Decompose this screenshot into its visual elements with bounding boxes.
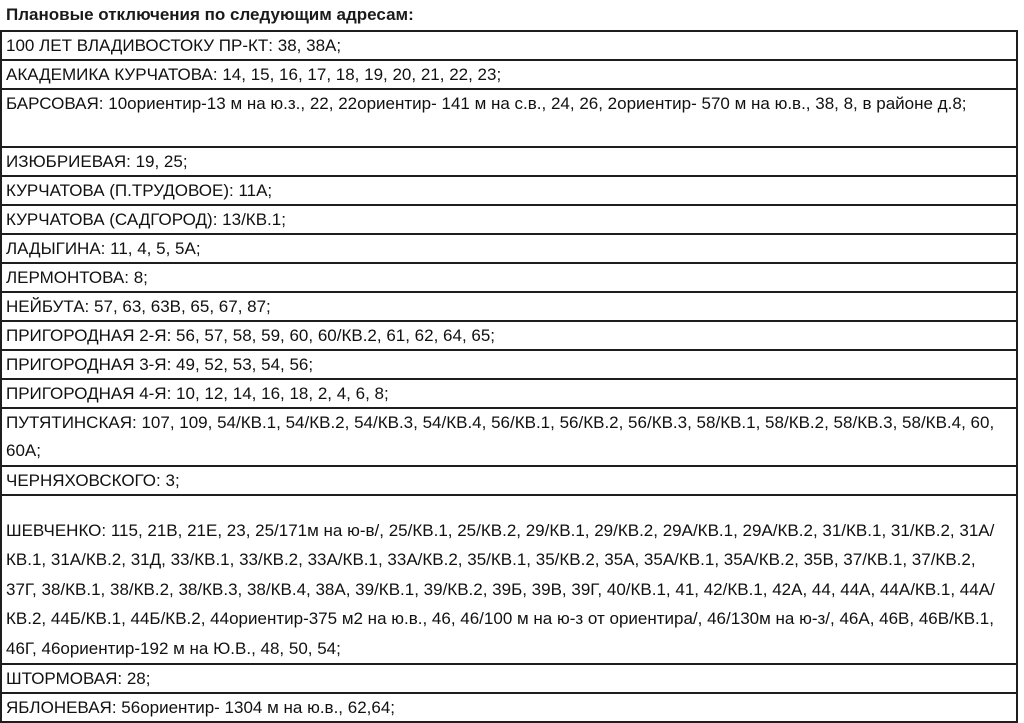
table-row (2, 467, 1016, 496)
house-numbers: 10ориентир-13 м на ю.з., 22, 22ориентир- 141 м на с.в., 24, 26, 2ориентир- 570 м на ю.в., 38, 8, в районе д.8; (108, 94, 967, 113)
street-name: 100 ЛЕТ ВЛАДИВОСТОКУ ПР-КТ: (6, 36, 274, 55)
street-name: ПУТЯТИНСКАЯ: (6, 413, 137, 432)
street-name: ШТОРМОВАЯ: (6, 669, 123, 689)
street-name: ЯБЛОНЕВАЯ: (6, 698, 117, 718)
house-numbers: 38, 38А; (277, 36, 342, 55)
house-numbers: 57, 63, 63В, 65, 67, 87; (94, 297, 271, 316)
house-numbers: 56, 57, 58, 59, 60, 60/КВ.2, 61, 62, 64, 65; (176, 326, 496, 345)
street-name: ЛАДЫГИНА: (6, 239, 106, 258)
street-name: АКАДЕМИКА КУРЧАТОВА: (6, 65, 218, 84)
street-name: НЕЙБУТА: (6, 297, 90, 316)
street-name: ПРИГОРОДНАЯ 4-Я: (6, 384, 172, 403)
street-name: ЛЕРМОНТОВА: (6, 268, 129, 287)
house-numbers: 56ориентир- 1304 м на ю.в., 62,64; (121, 698, 396, 718)
street-name: КУРЧАТОВА (САДГОРОД): (6, 210, 218, 229)
table-row (2, 177, 1016, 206)
house-numbers: 115, 21В, 21Е, 23, 25/171м на ю-в/, 25/КВ.1, 25/КВ.2, 29/КВ.1, 29/КВ.2, 29А/КВ.1, 29А/КВ.2, 31/КВ.1, 31/КВ.2, 31А/КВ.1, 31А/КВ.2, 31Д, 33/КВ.1, 33/КВ.2, 33А/КВ.1, 33А/КВ.2, 35/КВ.1, 35/КВ.2, 35А, 35А/КВ.1, 35А/КВ.2, 35В, 37/КВ.1, 37/КВ.2, 37Г, 38/КВ.1, 38/КВ.2, 38/КВ.3, 38/КВ.4, 38А, 39/КВ.1, 39/КВ.2, 39Б, 39В, 39Г, 40/КВ.1, 41, 42/КВ.1, 42А, 44, 44А, 44А/КВ.1, 44А/КВ.2, 44Б/КВ.1, 44Б/КВ.2, 44ориентир-375 м2 на ю.в., 46, 46/100 м на ю-з от ориентира/, 46/130м на ю-з/, 46А, 46В, 46В/КВ.1, 46Г, 46ориентир-192 м на Ю.В., 48, 50, 54; (6, 521, 995, 658)
address-table (0, 30, 1018, 723)
house-numbers: 19, 25; (135, 152, 188, 171)
table-row (2, 496, 1016, 665)
house-numbers: 3; (165, 471, 180, 490)
page-title: Плановые отключения по следующим адресам: (6, 5, 414, 24)
house-numbers: 49, 52, 53, 54, 56; (176, 355, 314, 374)
table-row (2, 264, 1016, 293)
street-name: ПРИГОРОДНАЯ 2-Я: (6, 326, 172, 345)
street-name: КУРЧАТОВА (П.ТРУДОВОЕ): (6, 181, 234, 200)
house-numbers: 14, 15, 16, 17, 18, 19, 20, 21, 22, 23; (222, 65, 502, 84)
house-numbers: 11, 4, 5, 5А; (110, 239, 201, 258)
table-row (2, 322, 1016, 351)
street-name: БАРСОВАЯ: (6, 94, 104, 113)
street-name: ПРИГОРОДНАЯ 3-Я: (6, 355, 172, 374)
table-row (2, 351, 1016, 380)
house-numbers: 10, 12, 14, 16, 18, 2, 4, 6, 8; (176, 384, 389, 403)
table-row (2, 380, 1016, 409)
street-name: ИЗЮБРИЕВАЯ: (6, 152, 131, 171)
house-numbers: 107, 109, 54/КВ.1, 54/КВ.2, 54/КВ.3, 54/КВ.4, 56/КВ.1, 56/КВ.2, 56/КВ.3, 58/КВ.1, 58/КВ.2, 58/КВ.3, 58/КВ.4, 60, 60А; (6, 413, 995, 460)
table-row (2, 90, 1016, 148)
table-row (2, 148, 1016, 177)
table-row (2, 235, 1016, 264)
table-row (2, 61, 1016, 90)
street-name: ШЕВЧЕНКО: (6, 521, 107, 540)
table-row (2, 206, 1016, 235)
table-row (2, 32, 1016, 61)
street-name: ЧЕРНЯХОВСКОГО: (6, 471, 161, 490)
table-row (2, 694, 1016, 723)
table-row (2, 409, 1016, 467)
table-row (2, 665, 1016, 694)
house-numbers: 11А; (238, 181, 273, 200)
table-row (2, 293, 1016, 322)
house-numbers: 8; (133, 268, 148, 287)
house-numbers: 13/КВ.1; (222, 210, 286, 229)
house-numbers: 28; (126, 669, 151, 689)
